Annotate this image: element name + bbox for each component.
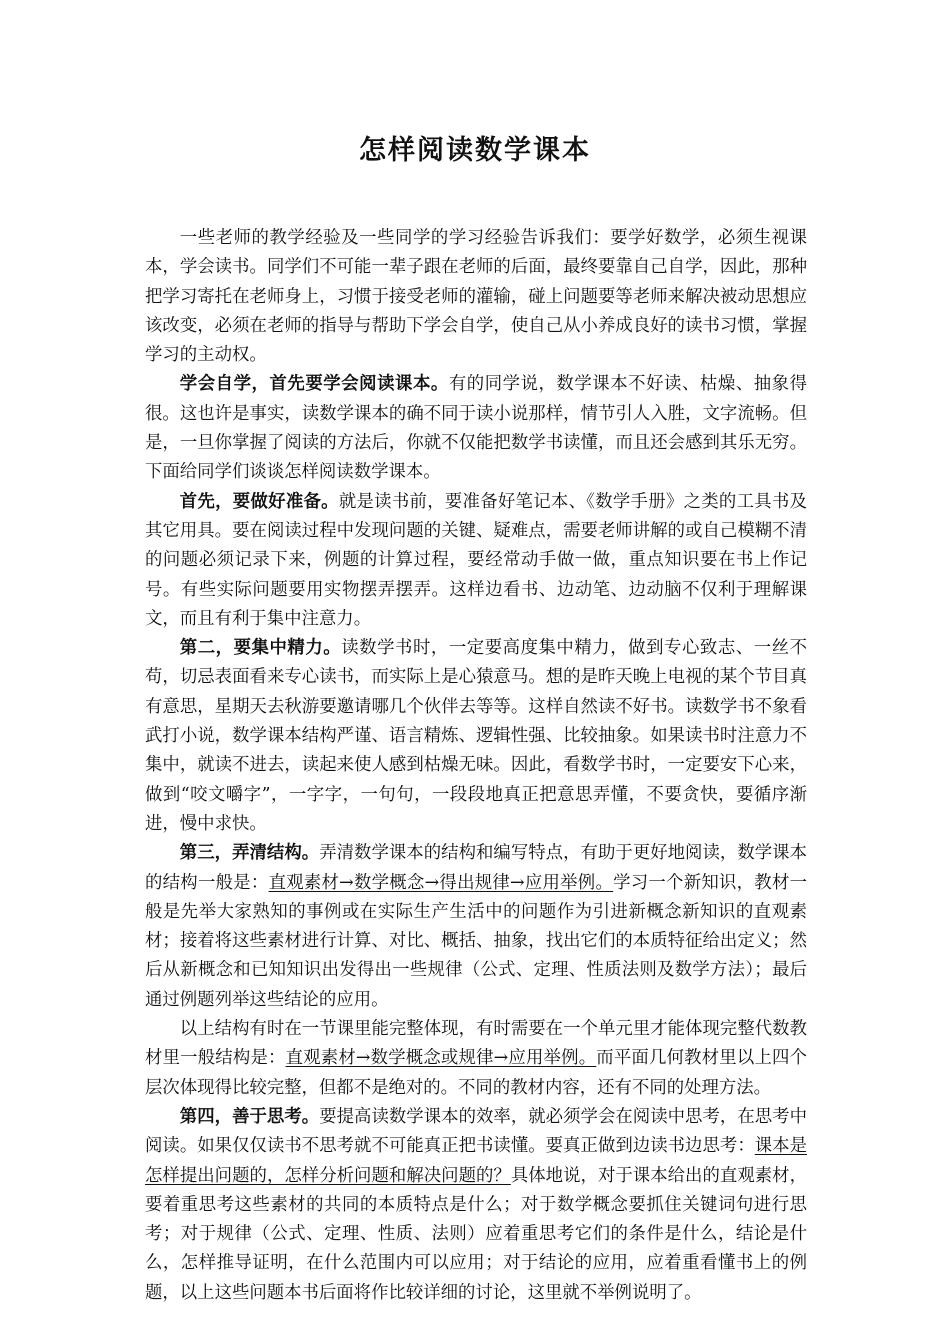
paragraph (145, 634, 807, 839)
underlined-text: 直观素材→数学概念或规律→应用举例。 (285, 1048, 597, 1069)
paragraph-lead: 第二，要集中精力。 (179, 638, 342, 659)
paragraph-text: 就是读书前，要准备好笔记本、《数学手册》之类的工具书及其它用具。要在阅读过程中发现问题的关键、疑难点，需要老师讲解的或自己模糊不清的问题必须记录下来，例题的计算过程，要经常动手做一做，重点知识要在书上作记号。有些实际问题要用实物摆弄摆弄。这样边看书、边动笔、边动脑不仅利于理解课文，而且有利于集中注意力。 (145, 491, 807, 629)
paragraph-text: 有的同学说，数学课本不好读、枯燥、抽象得很。这也许是事实，读数学课本的确不同于读小说那样，情节引人入胜，文字流畅。但是，一旦你掌握了阅读的方法后，你就不仅能把数学书读懂，而且还会感到其乐无穷。下面给同学们谈谈怎样阅读数学课本。 (145, 374, 807, 483)
paragraph-lead: 首先，要做好准备。 (179, 491, 339, 512)
paragraph (145, 1015, 807, 1103)
paragraph-text: 学习一个新知识，教材一般是先举大家熟知的事例或在实际生产生活中的问题作为引进新概念新知识的直观素材；接着将这些素材进行计算、对比、概括、抽象，找出它们的本质特征给出定义；然后从新概念和已知知识出发得出一些规律（公式、定理、性质法则及数学方法）；最后通过例题列举这些结论的应用。 (145, 872, 807, 1010)
paragraph-text: 读数学书时，一定要高度集中精力，做到专心致志、一丝不苟，切忌表面看来专心读书，而实际上是心猿意马。想的是昨天晚上电视的某个节目真有意思，星期天去秋游要邀请哪几个伙伴去等等。这样自然读不好书。读数学书不象看武打小说，数学课本结构严谨、语言精炼、逻辑性强、比较抽象。如果读书时注意力不集中，就读不进去，读起来使人感到枯燥无味。因此，看数学书时，一定要安下心来，做到“咬文嚼字”，一字字，一句句，一段段地真正把意思弄懂，不要贪快，要循序渐进，慢中求快。 (145, 638, 807, 834)
paragraph-lead: 第三，弄清结构。 (179, 843, 320, 864)
paragraph-text: 以上结构有时在一节课里能完整体现，有时需要在一个单元里才能体现完整代数教材里一般结构是： (145, 1019, 807, 1069)
paragraph (145, 224, 807, 370)
underlined-text: 课本是怎样提出问题的，怎样分析问题和解决问题的？ (145, 1136, 807, 1186)
paragraph-lead: 第四，善于思考。 (179, 1106, 320, 1127)
paragraph-text: 要提高读数学课本的效率，就必须学会在阅读中思考，在思考中阅读。如果仅仅读书不思考就不可能真正把书读懂。要真正做到边读书边思考： (145, 1106, 807, 1157)
document-body (145, 224, 807, 1308)
paragraph-text: 具体地说，对于课本给出的直观素材，要着重思考这些素材的共同的本质特点是什么；对于数学概念要抓住关键词句进行思考；对于规律（公式、定理、性质、法则）应着重思考它们的条件是什么，结论是什么，怎样推导证明，在什么范围内可以应用；对于结论的应用，应着重看懂书上的例题，以上这些问题本书后面将作比较详细的讨论，这里就不举例说明了。 (145, 1165, 807, 1303)
paragraph (145, 839, 807, 1015)
underlined-text: 直观素材→数学概念→得出规律→应用举例。 (268, 872, 614, 893)
paragraph-text: 而平面几何教材里以上四个层次体现得比较完整，但都不是绝对的。不同的教材内容，还有不同的处理方法。 (145, 1048, 807, 1098)
paragraph (145, 370, 807, 487)
page-title: 怎样阅读数学课本 (359, 135, 591, 166)
paragraph (145, 488, 807, 634)
paragraph-lead: 学会自学，首先要学会阅读课本。 (179, 374, 449, 395)
paragraph-text: 弄清数学课本的结构和编写特点，有助于更好地阅读，数学课本的结构一般是： (145, 843, 807, 893)
paragraph (145, 1103, 807, 1308)
paragraph-text: 一些老师的教学经验及一些同学的学习经验告诉我们：要学好数学，必须生视课本，学会读书。同学们不可能一辈子跟在老师的后面，最终要靠自己自学，因此，那种把学习寄托在老师身上，习惯于接受老师的灌输，碰上问题要等老师来解决被动思想应该改变，必须在老师的指导与帮助下学会自学，使自己从小养成良好的读书习惯，掌握学习的主动权。 (145, 228, 807, 366)
